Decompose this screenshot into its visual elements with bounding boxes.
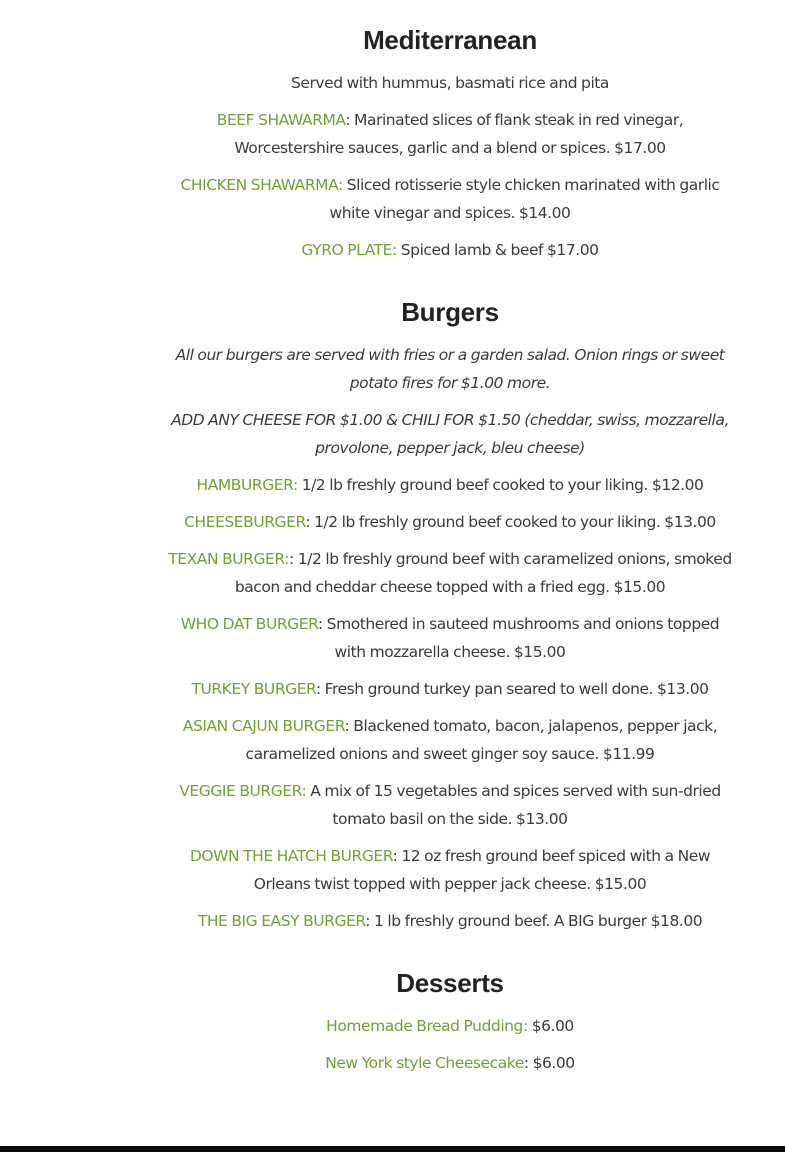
- item-separator: :: [523, 1054, 529, 1072]
- item-separator: :: [365, 912, 371, 930]
- item-name: TEXAN BURGER:: [168, 550, 290, 568]
- item-description: 12 oz fresh ground beef spiced with a New Orleans twist topped with pepper jack cheese. $15.00: [253, 847, 711, 893]
- menu-item-cheesecake: [165, 1049, 735, 1077]
- item-name: THE BIG EASY BURGER: [197, 912, 366, 930]
- section-note: All our burgers are served with fries or a garden salad. Onion rings or sweet potato fires for $1.00 more.: [175, 346, 725, 392]
- item-description: Blackened tomato, bacon, jalapenos, pepper jack, caramelized onions and sweet ginger soy sauce. $11.99: [245, 717, 718, 763]
- item-name: BEEF SHAWARMA: [216, 111, 346, 129]
- section-burgers: [165, 264, 735, 935]
- item-description: 1/2 lb freshly ground beef cooked to your liking. $12.00: [297, 476, 704, 494]
- menu-content: [165, 0, 735, 1077]
- item-separator: :: [392, 847, 398, 865]
- item-name: New York style Cheesecake: [325, 1054, 524, 1072]
- section-note: Served with hummus, basmati rice and pita: [291, 74, 609, 92]
- item-name: HAMBURGER:: [196, 476, 298, 494]
- menu-item-asian-cajun-burger: [165, 712, 735, 768]
- section-title-desserts: Desserts: [396, 968, 504, 998]
- item-name: DOWN THE HATCH BURGER: [189, 847, 393, 865]
- item-separator: :: [345, 111, 351, 129]
- item-name: CHICKEN SHAWARMA:: [180, 176, 343, 194]
- item-name: VEGGIE BURGER:: [179, 782, 307, 800]
- item-description: 1/2 lb freshly ground beef cooked to your liking. $13.00: [310, 513, 716, 531]
- item-name: Homemade Bread Pudding:: [326, 1017, 528, 1035]
- menu-item-gyro-plate: [165, 236, 735, 264]
- section-desserts: [165, 935, 735, 1077]
- item-description: $6.00: [527, 1017, 574, 1035]
- item-name: TURKEY BURGER: [191, 680, 316, 698]
- item-description: Smothered in sauteed mushrooms and onions topped with mozzarella cheese. $15.00: [322, 615, 720, 661]
- page-footer-bar: [0, 1146, 785, 1152]
- item-description: Spiced lamb & beef $17.00: [396, 241, 599, 259]
- item-separator: :: [317, 615, 323, 633]
- section-note: ADD ANY CHEESE FOR $1.00 & CHILI FOR $1.50 (cheddar, swiss, mozzarella, provolone, pepper jack, bleu cheese): [171, 411, 729, 457]
- item-description: A mix of 15 vegetables and spices served with sun-dried tomato basil on the side. $13.00: [306, 782, 721, 828]
- section-mediterranean: [165, 0, 735, 264]
- menu-item-cheeseburger: [165, 508, 735, 536]
- menu-item-veggie-burger: [165, 777, 735, 833]
- menu-item-texan-burger: [165, 545, 735, 601]
- section-title-burgers: Burgers: [401, 297, 499, 327]
- menu-item-chicken-shawarma: [165, 171, 735, 227]
- item-separator: :: [315, 680, 321, 698]
- item-name: WHO DAT BURGER: [180, 615, 318, 633]
- item-description: 1 lb freshly ground beef. A BIG burger $18.00: [370, 912, 703, 930]
- item-description: Sliced rotisserie style chicken marinated with garlic white vinegar and spices. $14.00: [329, 176, 720, 222]
- menu-item-hamburger: [165, 471, 735, 499]
- section-title-mediterranean: Mediterranean: [363, 25, 537, 55]
- item-name: CHEESEBURGER: [184, 513, 306, 531]
- item-description: $6.00: [528, 1054, 575, 1072]
- menu-item-who-dat-burger: [165, 610, 735, 666]
- item-description: 1/2 lb freshly ground beef with caramelized onions, smoked bacon and cheddar cheese topped with a fried egg. $15.00: [234, 550, 732, 596]
- item-separator: :: [289, 550, 294, 568]
- item-separator: :: [305, 513, 311, 531]
- menu-item-big-easy-burger: [165, 907, 735, 935]
- menu-item-turkey-burger: [165, 675, 735, 703]
- item-name: GYRO PLATE:: [301, 241, 397, 259]
- item-name: ASIAN CAJUN BURGER: [182, 717, 345, 735]
- menu-item-down-the-hatch-burger: [165, 842, 735, 898]
- item-description: Marinated slices of flank steak in red vinegar, Worcestershire sauces, garlic and a blend or spices. $17.00: [234, 111, 684, 157]
- item-separator: :: [344, 717, 350, 735]
- item-description: Fresh ground turkey pan seared to well done. $13.00: [320, 680, 709, 698]
- menu-item-beef-shawarma: [165, 106, 735, 162]
- menu-item-bread-pudding: [165, 1012, 735, 1040]
